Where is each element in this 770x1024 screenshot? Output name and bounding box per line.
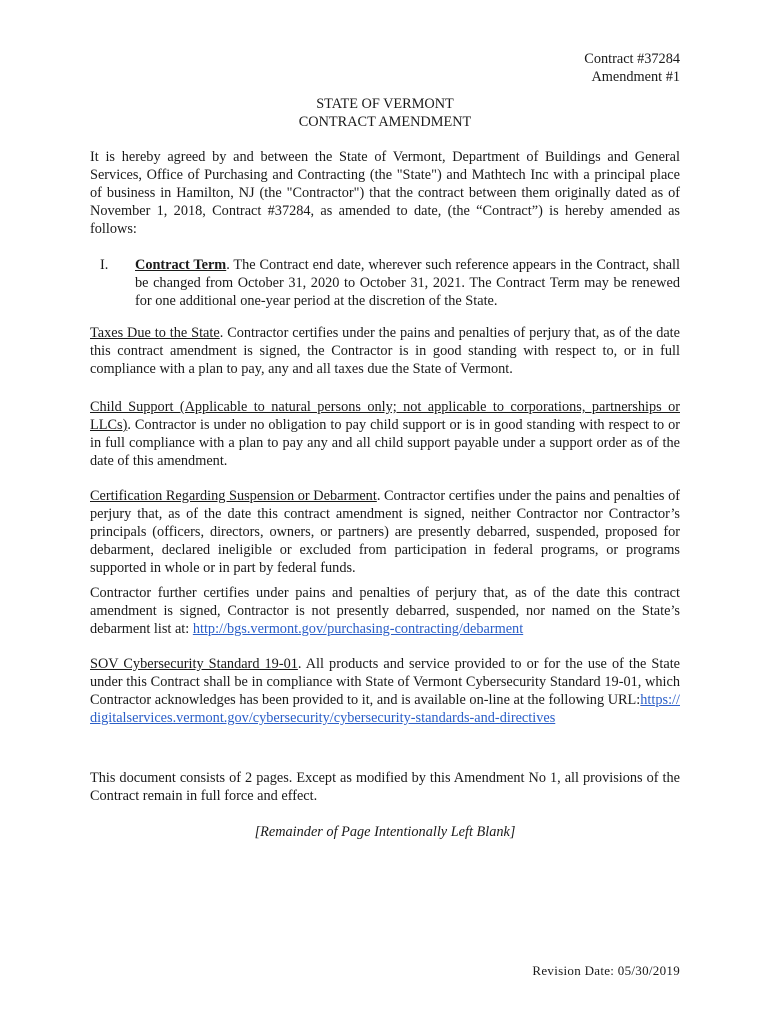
cybersecurity-heading: SOV Cybersecurity Standard 19-01 [90,656,298,672]
child-support-heading: Child Support (Applicable to natural persons only; not applicable to corporations, partnerships or LLCs) [90,399,680,433]
debarment-link[interactable]: http://bgs.vermont.gov/purchasing-contracting/debarment [192,621,524,637]
document-title [90,95,680,131]
contract-number: Contract #37284 [584,51,680,67]
contract-term-text: . The Contract end date, wherever such reference appears in the Contract, shall be changed from October 31, 2020 to October 31, 2021. The Contract Term may be renewed for one additional one-year period at the discretion of the State. [135,257,680,309]
contract-term-heading: Contract Term [135,257,227,273]
child-support-paragraph [90,398,680,470]
closing-paragraph: This document consists of 2 pages. Except as modified by this Amendment No 1, all provisions of the Contract remain in full force and effect. [90,770,680,804]
revision-date: Revision Date: 05/30/2019 [532,963,680,978]
section-body [135,256,680,310]
cybersecurity-paragraph [90,655,680,727]
taxes-paragraph [90,324,680,378]
document-page [90,0,680,1024]
cybersecurity-text: . All products and service provided to or for the use of the State under this Contract shall be in compliance with State of Vermont Cybersecurity Standard 19-01, which Contractor acknowledges has been provided to it, and is available on-line at the following URL: [90,656,681,708]
further-certification-paragraph [90,584,680,638]
child-support-text: . Contractor is under no obligation to pay child support or is in good standing with respect to or in full compliance with a plan to pay any and all child support payable under a support order as of the date of this amendment. [90,417,680,469]
taxes-text: . Contractor certifies under the pains and penalties of perjury that, as of the date this contract amendment is signed, the Contractor is in good standing with respect to, or in full compliance with a plan to pay, any and all taxes due the State of Vermont. [90,325,681,377]
amendment-number: Amendment #1 [591,69,680,85]
remainder-note: [Remainder of Page Intentionally Left Blank] [254,824,516,840]
certification-text: . Contractor certifies under the pains and penalties of perjury that, as of the date this contract amendment is signed, neither Contractor nor Contractor’s principals (officers, directors, owners, or partners) are presently debarred, suspended, proposed for debarment, declared ineligible or excluded from participation in federal programs, or programs supported in whole or in part by federal funds. [90,488,680,576]
title-line-1: STATE OF VERMONT [316,96,454,112]
section-number: I. [100,257,109,273]
taxes-heading: Taxes Due to the State [90,325,220,341]
cybersecurity-link[interactable]: https://digitalservices.vermont.gov/cybersecurity/cybersecurity-standards-and-directives [90,692,680,726]
intro-paragraph: It is hereby agreed by and between the State of Vermont, Department of Buildings and General Services, Office of Purchasing and Contracting (the "State") and Mathtech Inc with a principal place of business in Hamilton, NJ (the "Contractor") that the contract between them originally dated as of November 1, 2018, Contract #37284, as amended to date, (the “Contract”) is hereby amended as follows: [90,149,680,237]
certification-paragraph [90,487,680,577]
contract-header [584,50,680,86]
further-text: Contractor further certifies under pains and penalties of perjury that, as of the date this contract amendment is signed, Contractor is not presently debarred, suspended, nor named on the State’s debarment list at: [90,585,680,637]
certification-heading: Certification Regarding Suspension or Debarment [90,488,377,504]
title-line-2: CONTRACT AMENDMENT [298,114,472,130]
